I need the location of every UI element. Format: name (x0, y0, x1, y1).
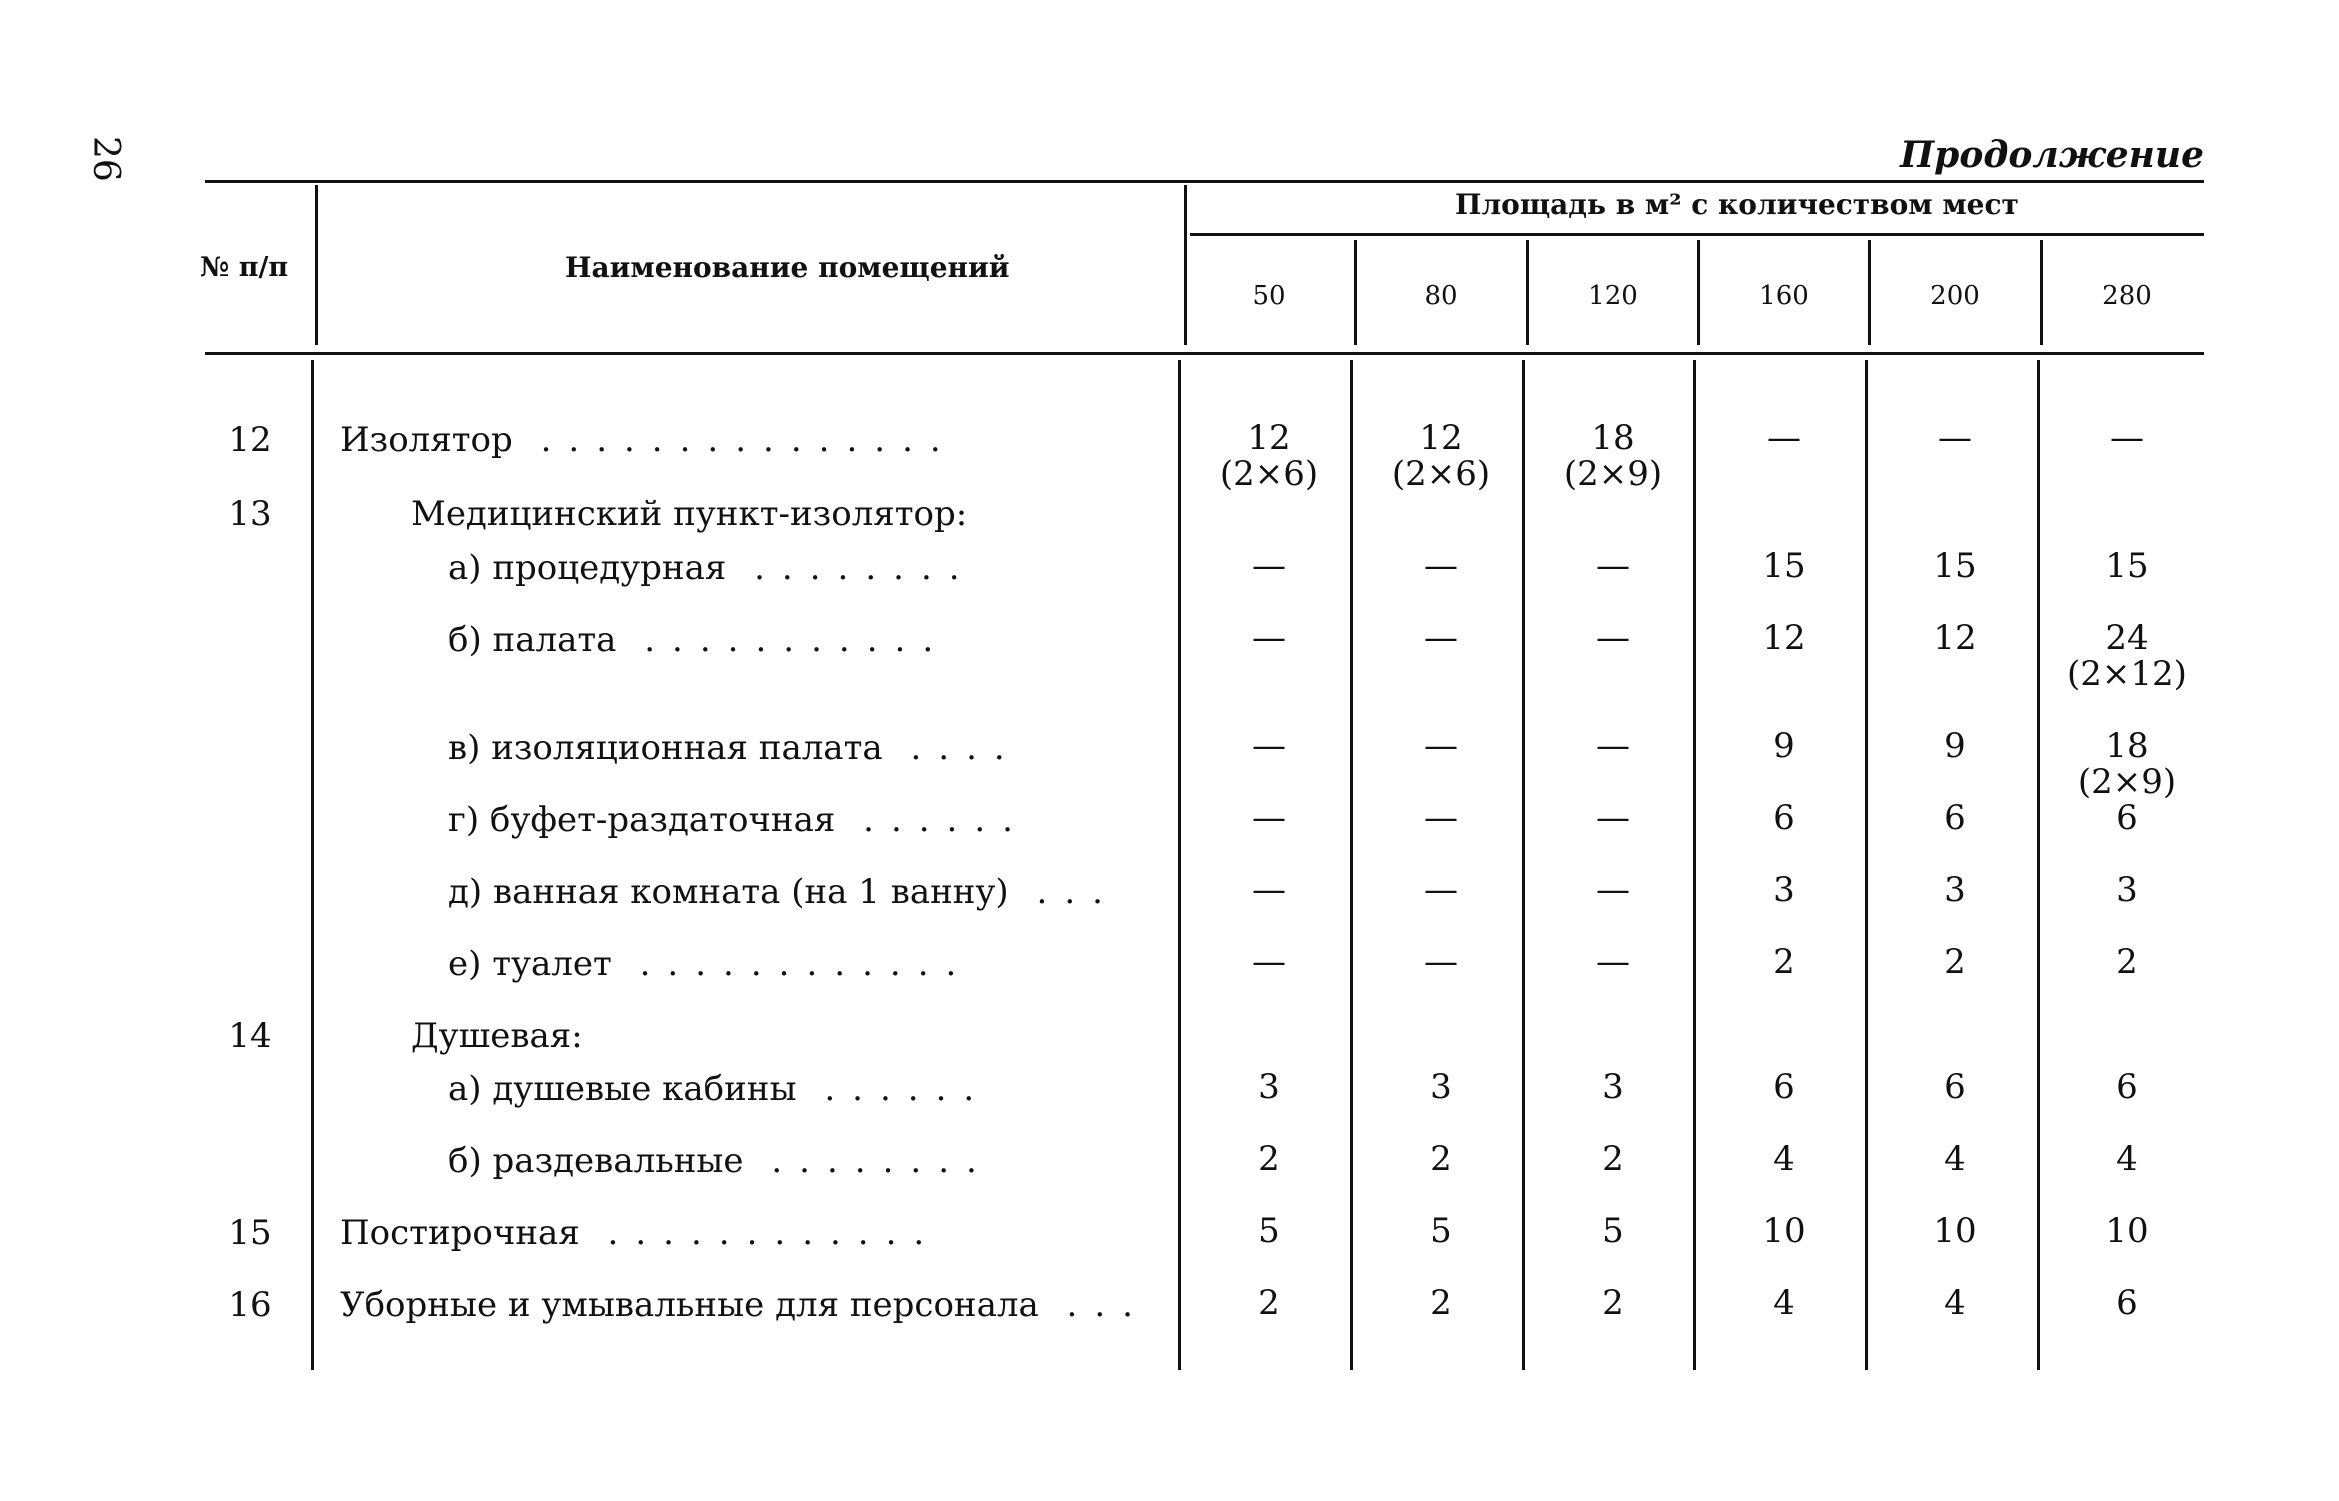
area-value: 3 (1602, 1067, 1624, 1107)
column-header: 200 (1930, 281, 1980, 311)
area-value: — (1596, 546, 1630, 586)
area-value: 15 (1933, 546, 1977, 586)
area-value: 2 (1430, 1139, 1452, 1179)
room-name-label: е) туалет (448, 944, 612, 984)
area-value: 2 (1430, 1283, 1452, 1323)
continuation-label: Продолжение (1900, 134, 2204, 176)
leader-dots: ........ (743, 1141, 994, 1181)
column-header: 50 (1252, 281, 1286, 311)
area-value: 6 (1944, 798, 1966, 838)
area-value: — (1596, 618, 1630, 658)
area-value: 4 (1944, 1139, 1966, 1179)
room-name-label: Душевая: (411, 1016, 583, 1056)
room-name-label: Медицинский пункт-изолятор: (411, 494, 968, 534)
area-value: — (1252, 618, 1286, 658)
area-value: — (1424, 546, 1458, 586)
area-value: 6 (2116, 798, 2138, 838)
room-name (411, 494, 1160, 534)
room-name-label: б) палата (448, 620, 617, 660)
area-value: — (2110, 418, 2144, 458)
page-number: 26 (85, 136, 126, 182)
table-top-rule (205, 180, 2204, 183)
header-divider (1184, 185, 1187, 345)
area-value: 10 (1933, 1211, 1977, 1251)
leader-dots: ... (1008, 872, 1120, 912)
area-value: 2 (1602, 1283, 1624, 1323)
row-number: 16 (228, 1285, 272, 1325)
column-header: 80 (1424, 281, 1458, 311)
header-bottom-rule (205, 352, 2204, 355)
area-value: — (1424, 870, 1458, 910)
row-number: 14 (228, 1016, 272, 1056)
area-value: 4 (1773, 1139, 1795, 1179)
room-name (448, 728, 1160, 768)
leader-dots: ........ (726, 548, 977, 588)
column-group-header: Площадь в м² с количеством мест (1455, 188, 2019, 221)
area-value: 24 (2×12) (2067, 618, 2187, 694)
area-value: — (1252, 942, 1286, 982)
area-value: — (1424, 726, 1458, 766)
room-name (340, 1285, 1160, 1325)
area-value: 2 (1258, 1139, 1280, 1179)
room-name (448, 548, 1160, 588)
column-header: 120 (1588, 281, 1638, 311)
area-value: 9 (1944, 726, 1966, 766)
area-value: — (1596, 798, 1630, 838)
room-name-label: Изолятор (340, 420, 513, 460)
area-value: 12 (2×6) (1391, 418, 1491, 494)
leader-dots: ...... (835, 800, 1030, 840)
column-header-number: № п/п (200, 252, 289, 283)
area-value: 2 (1773, 942, 1795, 982)
area-value: 3 (1258, 1067, 1280, 1107)
area-value: 3 (1773, 870, 1795, 910)
area-value: 4 (1944, 1283, 1966, 1323)
area-value: 6 (1773, 1067, 1795, 1107)
room-name (448, 944, 1160, 984)
area-value: — (1252, 726, 1286, 766)
body-divider (1178, 360, 1181, 1370)
area-value: 18 (2×9) (2077, 726, 2177, 802)
room-name-label: б) раздевальные (448, 1141, 744, 1181)
area-value: 12 (1762, 618, 1806, 658)
area-value: 6 (2116, 1067, 2138, 1107)
room-name-label: а) процедурная (448, 548, 727, 588)
row-number: 15 (228, 1213, 272, 1253)
room-name (448, 620, 1160, 660)
area-value: — (1252, 870, 1286, 910)
area-value: — (1596, 942, 1630, 982)
row-number: 13 (228, 494, 272, 534)
room-name-label: а) душевые кабины (448, 1069, 797, 1109)
header-divider (315, 185, 318, 345)
area-value: 4 (1773, 1283, 1795, 1323)
area-value: 12 (2×6) (1219, 418, 1319, 494)
room-name (448, 1069, 1160, 1109)
room-name-label: в) изоляционная палата (448, 728, 883, 768)
area-value: — (1938, 418, 1972, 458)
area-value: 6 (1944, 1067, 1966, 1107)
area-value: — (1252, 546, 1286, 586)
area-value: — (1767, 418, 1801, 458)
area-value: 9 (1773, 726, 1795, 766)
leader-dots: ...... (796, 1069, 992, 1109)
leader-dots: ............... (512, 420, 958, 460)
area-value: — (1424, 618, 1458, 658)
area-value: 10 (2105, 1211, 2149, 1251)
room-name (448, 1141, 1160, 1181)
area-value: 6 (1773, 798, 1795, 838)
area-value: 4 (2116, 1139, 2138, 1179)
room-name (448, 872, 1160, 912)
room-name-label: г) буфет-раздаточная (448, 800, 836, 840)
area-value: 3 (1944, 870, 1966, 910)
area-value: 2 (1944, 942, 1966, 982)
row-number: 12 (228, 420, 272, 460)
area-value: — (1424, 798, 1458, 838)
leader-dots: ........... (616, 620, 951, 660)
area-value: 5 (1258, 1211, 1280, 1251)
room-name (411, 1016, 1160, 1056)
area-value: 10 (1762, 1211, 1806, 1251)
area-value: 2 (1258, 1283, 1280, 1323)
area-value: 12 (1933, 618, 1977, 658)
area-value: — (1252, 798, 1286, 838)
area-value: 15 (1762, 546, 1806, 586)
area-value: 5 (1602, 1211, 1624, 1251)
area-value: 3 (2116, 870, 2138, 910)
area-value: — (1596, 726, 1630, 766)
area-value: — (1424, 942, 1458, 982)
column-header-name: Наименование помещений (565, 251, 1010, 284)
room-name-label: Постирочная (340, 1213, 580, 1253)
room-name (340, 420, 1160, 460)
column-header: 160 (1759, 281, 1809, 311)
area-value: 3 (1430, 1067, 1452, 1107)
leader-dots: ... (1038, 1285, 1150, 1325)
leader-dots: ............ (579, 1213, 942, 1253)
area-value: 6 (2116, 1283, 2138, 1323)
group-header-rule (1190, 233, 2204, 236)
area-value: 5 (1430, 1211, 1452, 1251)
body-divider (311, 360, 314, 1370)
room-name (340, 1213, 1160, 1253)
area-value: 18 (2×9) (1563, 418, 1663, 494)
leader-dots: .... (882, 728, 1022, 768)
room-name-label: д) ванная комната (на 1 ванну) (448, 872, 1009, 912)
column-header: 280 (2102, 281, 2152, 311)
room-name (448, 800, 1160, 840)
area-value: 15 (2105, 546, 2149, 586)
area-value: 2 (1602, 1139, 1624, 1179)
area-value: — (1596, 870, 1630, 910)
area-value: 2 (2116, 942, 2138, 982)
leader-dots: ............ (611, 944, 974, 984)
room-name-label: Уборные и умывальные для персонала (340, 1285, 1039, 1325)
